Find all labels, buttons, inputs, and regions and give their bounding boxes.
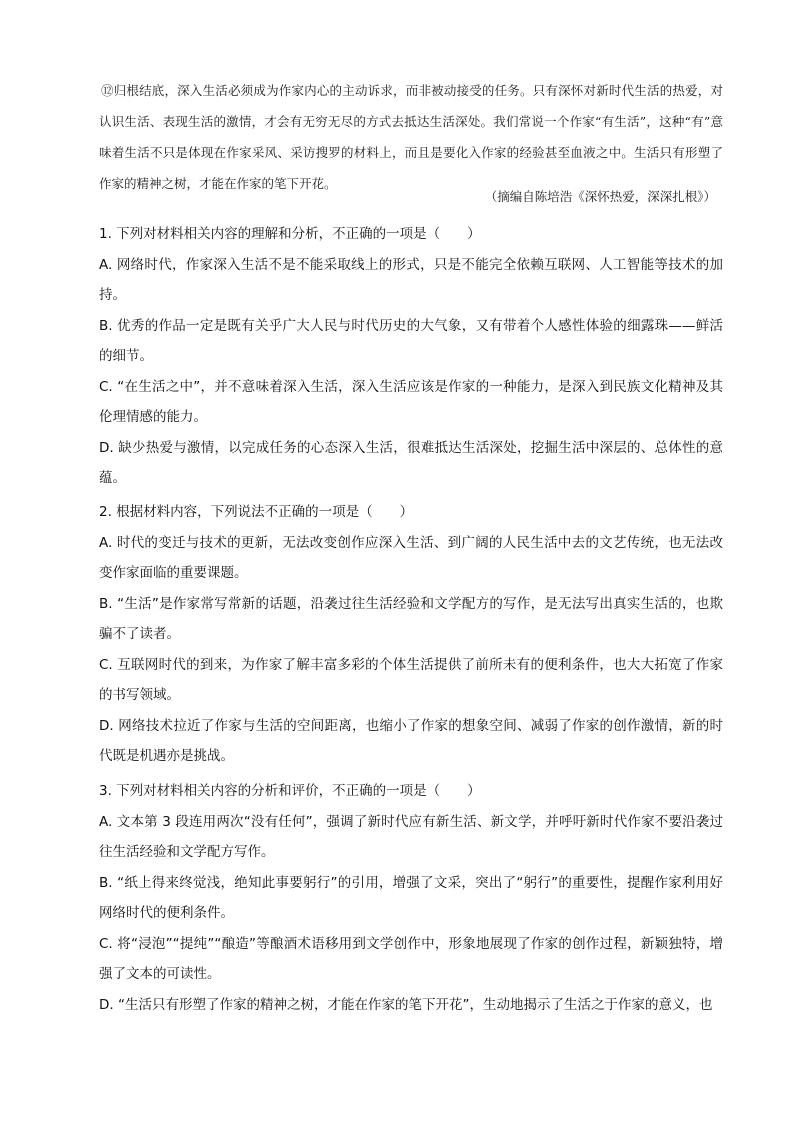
option-c: C. 互联网时代的到来，为作家了解丰富多彩的个体生活提供了前所未有的便利条件，也大大拓宽了作家的书写领域。 xyxy=(99,656,723,703)
question-3 xyxy=(99,776,723,1020)
question-stem: 3. 下列对材料相关内容的分析和评价，不正确的一项是（ ） xyxy=(99,783,481,799)
question-stem: 2. 根据材料内容，下列说法不正确的一项是（ ） xyxy=(99,504,414,520)
option-d: D. “生活只有形塑了作家的精神之树，才能在作家的笔下开花”，生动地揭示了生活之于作家的意义，也 xyxy=(99,996,713,1013)
option-b: B. “生活”是作家常写常新的话题，沿袭过往生活经验和文学配方的写作，是无法写出真实生活的，也欺骗不了读者。 xyxy=(99,595,723,642)
option-d: D. 网络技术拉近了作家与生活的空间距离，也缩小了作家的想象空间、减弱了作家的创作激情，新的时代既是机遇亦是挑战。 xyxy=(99,717,723,764)
question-2 xyxy=(99,497,723,772)
option-c: C. 将“浸泡”“提纯”“酿造”等酿酒术语移用到文学创作中，形象地展现了作家的创作过程，新颖独特，增强了文本的可读性。 xyxy=(99,935,723,982)
option-a: A. 网络时代，作家深入生活不是不能采取线上的形式，只是不能完全依赖互联网、人工智能等技术的加持。 xyxy=(99,256,723,303)
option-c: C. “在生活之中”，并不意味着深入生活，深入生活应该是作家的一种能力，是深入到民族文化精神及其伦理情感的能力。 xyxy=(99,378,723,425)
option-b: B. “纸上得来终觉浅，绝知此事要躬行”的引用，增强了文采，突出了“躬行”的重要性，提醒作家利用好网络时代的便利条件。 xyxy=(99,874,723,921)
passage-source: （摘编自陈培浩《深怀热爱，深深扎根》） xyxy=(484,189,716,204)
option-a: A. 文本第 3 段连用两次“没有任何”，强调了新时代应有新生活、新文学，并呼吁新时代作家不要沿袭过往生活经验和文学配方写作。 xyxy=(99,813,723,860)
option-d: D. 缺少热爱与激情，以完成任务的心态深入生活，很难抵达生活深处，挖掘生活中深层的、总体性的意蕴。 xyxy=(99,439,723,486)
passage-paragraph-12: ⑫归根结底，深入生活必须成为作家内心的主动诉求，而非被动接受的任务。只有深怀对新时代生活的热爱，对认识生活、表现生活的激情，才会有无穷无尽的方式去抵达生活深处。我们常说一个作家“有生活”，这种“有”意味着生活不只是体现在作家采风、采访搜罗的材料上，而且是要化入作家的经验甚至血液之中。生活只有形塑了作家的精神之树，才能在作家的笔下开花。 xyxy=(99,82,723,191)
option-b: B. 优秀的作品一定是既有关乎广大人民与时代历史的大气象，又有带着个人感性体验的细露珠——鲜活的细节。 xyxy=(99,317,723,364)
question-1 xyxy=(99,219,723,494)
question-stem: 1. 下列对材料相关内容的理解和分析，不正确的一项是（ ） xyxy=(99,226,481,242)
option-a: A. 时代的变迁与技术的更新，无法改变创作应深入生活、到广阔的人民生活中去的文艺传统，也无法改变作家面临的重要课题。 xyxy=(99,534,723,581)
